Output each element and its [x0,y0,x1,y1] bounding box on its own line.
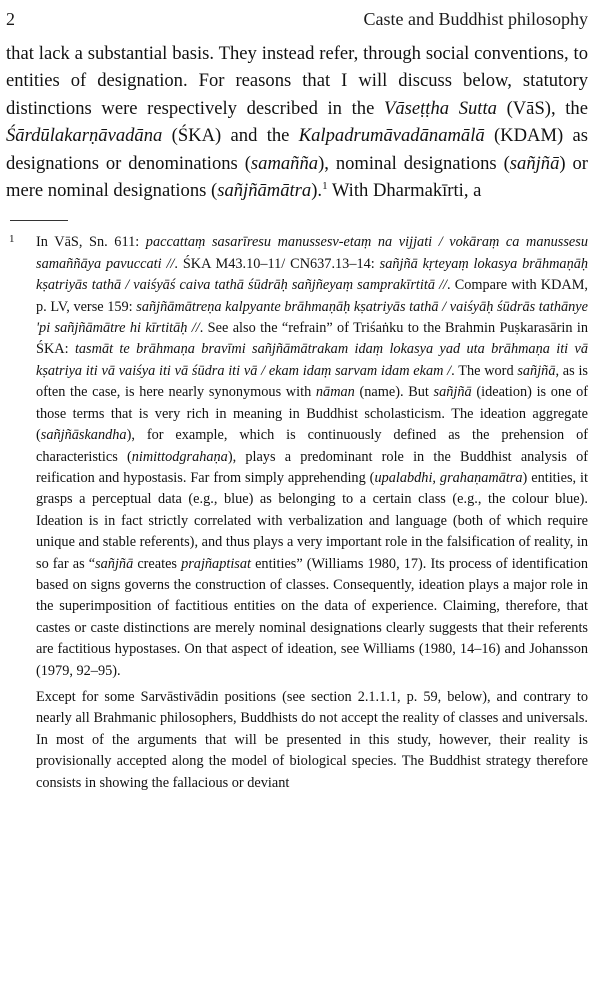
footnote-number: 1 [9,233,15,246]
footnote-divider [10,220,68,221]
running-head [6,8,590,30]
footnote-body [36,232,590,794]
footnote-paragraph-1: In VāS, Sn. 611: paccattaṃ sasarīresu manussesv-etaṃ na vijjati / vokāraṃ ca manussesu samaññāya pavuccati //. ŚKA M43.10–11/ CN637.13–14: sañjñā kṛteyaṃ lokasya brāhmaṇāḥ kṣatriyās tathā / vaiśyāś caiva tathā śūdrāḥ sañjñeyaṃ samprakīrtitā //. Compare with KDAM, p. LV, verse 159: sañjñāmātreṇa kalpyante brāhmaṇāḥ kṣatriyās tathā / vaiśyāḥ śūdrās tathānye 'pi sañjñāmātre hi kīrtitāḥ //. See also the “refrain” of Triśaṅku to the Brahmin Puṣkarasārin in ŚKA: tasmāt te brāhmaṇa bravīmi sañjñāmātrakam idaṃ lokasya yad uta brāhmaṇa iti vā kṣatriya iti vā vaiśya iti vā śūdra iti vā / ekam idaṃ sarvam idam ekam /. The word sañjñā, as is often the case, is here nearly synonymous with nāman (name). But sañjñā (ideation) is one of those terms that is very rich in meaning in Buddhist scholasticism. The ideation aggregate (sañjñāskandha), for example, which is continuously defined as the prehension of characteristics (nimittodgrahaṇa), plays a predominant role in the Buddhist analysis of reification and hypostasis. Far from simply apprehending (upalabdhi, grahaṇamātra) entities, it grasps a perceptual data (e.g., blue) as belonging to a certain class (e.g., the colour blue). Ideation is in fact strictly correlated with verbalization and language (both of which require unique and stable referents), and thus plays a very important role in the falsification of reality, in so far as “sañjñā creates prajñaptisat entities” (Williams 1980, 17). Its process of identification based on signs governs the construction of classes. Consequently, ideation plays a major role in the superimposition of factitious entities on the data of experience. Claiming, therefore, that castes or caste distinctions are merely nominal designations clearly suggests that their referents are factitious hypostases. On that aspect of ideation, see Williams (1980, 14–16) and Johansson (1979, 92–95). [36,234,589,679]
running-title: Caste and Buddhist philosophy [363,9,588,29]
footnote-paragraph-2: Except for some Sarvāstivādin positions (see section 2.1.1.1, p. 59, below), and contrary to nearly all Brahmanic philosophers, Buddhists do not accept the reality of classes and universals. In most of the arguments that will be presented in this study, however, their reality is provisionally accepted along the model of biological species. The Buddhist strategy therefore consists in showing the fallacious or deviant [36,688,588,791]
main-paragraph: that lack a substantial basis. They instead refer, through social conventions, to entities of designation. For reasons that I will discuss below, statutory distinctions were respectively described in the Vāseṭṭha Sutta (VāS), the Śārdūlakarṇāvadāna (ŚKA) and the Kalpadrumāvadānamālā (KDAM) as designations or denominations (samañña), nominal designations (sañjñā) or mere nominal designations (sañjñāmātra).$^1$ With Dharmakīrti, a [6,43,588,202]
footnote-1 [6,232,590,794]
page-number: 2 [6,9,15,29]
